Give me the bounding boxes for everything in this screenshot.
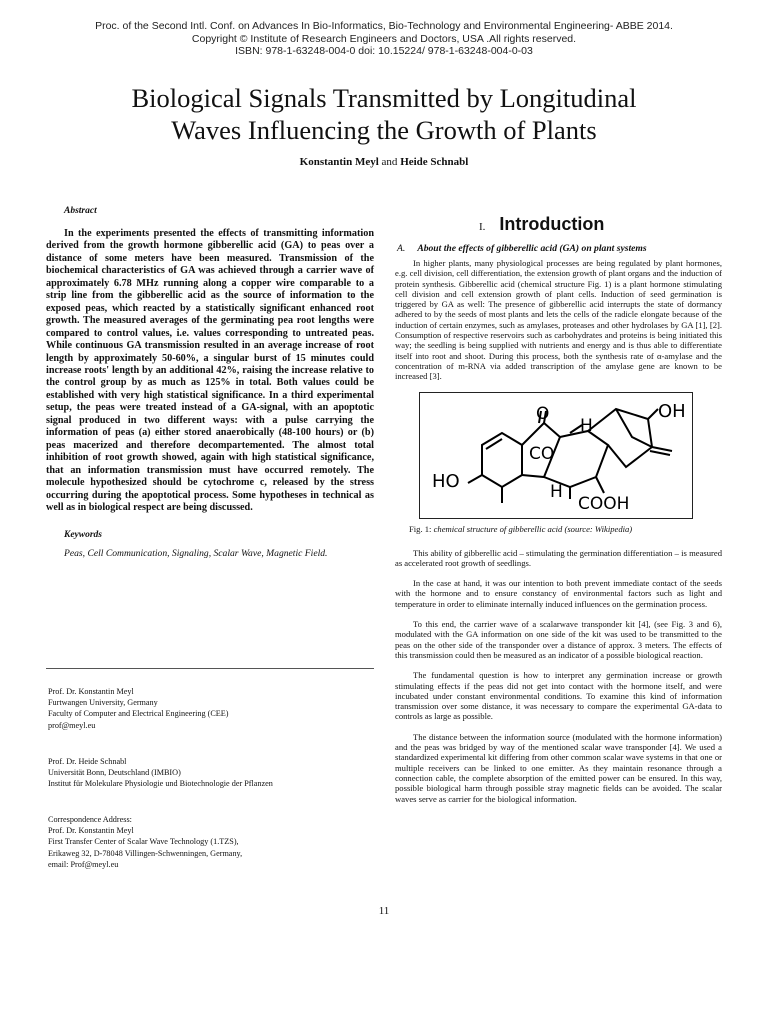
- hydrogen-label-top: H: [580, 415, 593, 436]
- affiliation-schnabl: [48, 756, 348, 790]
- paper-title: [40, 82, 728, 146]
- header-line-2: Copyright © Institute of Research Engineers and Doctors, USA .All rights reserved.: [191, 32, 577, 45]
- title-line-2: Waves Influencing the Growth of Plants: [171, 115, 597, 145]
- gibberellic-acid-structure: [420, 393, 692, 518]
- intro-paragraph-3: In the case at hand, it was our intention to both prevent immediate contact of the seeds with the hormone and to ensure constancy of environmental factors such as light and temperature in order to eliminate internally induced influences on the germination process.: [395, 578, 722, 609]
- header-line-1: Proc. of the Second Intl. Conf. on Advances In Bio-Informatics, Bio-Technology and Environmental Engineering- ABBE 2014.: [95, 20, 673, 32]
- right-column: [395, 210, 722, 804]
- section-heading: [479, 214, 722, 235]
- author-separator: and: [381, 156, 398, 168]
- abstract-heading: Abstract: [64, 206, 97, 216]
- affiliation-email: prof@meyl.eu: [48, 720, 96, 730]
- affiliation-line: Prof. Dr. Konstantin Meyl: [48, 687, 134, 696]
- affiliation-line: Universität Bonn, Deutschland (IMBIO): [48, 768, 181, 778]
- intro-paragraph-2: This ability of gibberellic acid – stimulating the germination differentiation – is measured as accelerated root growth of seedlings.: [395, 547, 722, 568]
- correspondence-address: [48, 814, 348, 870]
- subsection-letter: A.: [397, 243, 406, 254]
- carbonyl-label: CO: [529, 443, 555, 464]
- section-number: I.: [479, 221, 486, 233]
- affiliation-meyl: [48, 686, 348, 731]
- subsection-heading: [397, 243, 722, 254]
- chemical-structure-figure: [419, 392, 693, 519]
- intro-paragraph-5: The fundamental question is how to interpret any germination increase or growth stimulating effects if the peas did not get into contact with the hormone itself, and were incubated under constant environmental conditions. To examine this kind of information transmission over some distance, it was necessary to compare the experimental GA-data to controls as large as possible.: [395, 670, 722, 722]
- affiliation-line: Institut für Molekulare Physiologie und Biotechnologie der Pflanzen: [48, 779, 273, 789]
- oxygen-label: O: [536, 403, 550, 424]
- intro-paragraph-6: The distance between the information source (modulated with the hormone information) and the peas was bridged by way of the mentioned scalar wave transponder [4]. We used a standardized experimental kit differing from other common scalar wave systems in that one or multiple receivers can be linked to one emitter. As they maintain resonance through a connection cable, the complete absorption of the emitted power can be ensured. In this way, possible biological harm through possible stray magnetic fields can be avoided. The scalar waves serve as carrier for the biological information.: [395, 731, 722, 804]
- correspondence-line: First Transfer Center of Scalar Wave Technology (1.TZS),: [48, 837, 239, 847]
- section-title: Introduction: [499, 214, 605, 234]
- abstract-text: In the experiments presented the effects of transmitting information derived from the growth hormone gibberellic acid (GA) to peas over a distance of some meters have been measured. Transmission of the biochemical characteristics of GA was achieved through a carrier wave of approximately 6.78 MHz running along a copper wire comparable to a strip line from the gibberellic acid as the source of information to the exposed peas, which reacted by a statistically significant enhanced root growth. The measured averages of the germinating pea root lengths were compared to control values, i.e. values corresponding to untreated peas. While continuous GA transmission resulted in an average increase of root length by approximately 50-60%, a singular burst of 15 minutes could increase roots' length by an additional 42%, raising the increase relative to the control group by as much as 125% in total. Both values could be established with very high statistical significance. In a third experimental setup, the peas were treated instead of a GA-signal, with an apoptotic signal produced in two different ways: with a pulse carrying the information of peas (a) either stored anaerobically (48-100 hours) or (b) peas macerized and therefore decompartemented. The almost total inhibition of root growth showed, again with high statistical significance, that an information transmission must have occurred remotely. The molecule hypothesized should be cytochrome c, released by the stress occurring during the apoptotical process. Some hypotheses in technical as well as in biological respect are being discussed.: [46, 228, 374, 513]
- correspondence-line: Erikaweg 32, D-78048 Villingen-Schwenningen, Germany,: [48, 848, 243, 858]
- author-list: [0, 156, 768, 168]
- footnote-divider: [46, 668, 374, 669]
- subsection-title: About the effects of gibberellic acid (GA) on plant systems: [417, 243, 647, 254]
- oh-group-label: OH: [658, 400, 686, 422]
- author-meyl: Konstantin Meyl: [299, 156, 379, 168]
- left-column: [46, 206, 374, 560]
- correspondence-line: Correspondence Address:: [48, 815, 132, 824]
- hydrogen-label-bottom: H: [550, 481, 563, 502]
- intro-paragraph-4: To this end, the carrier wave of a scalarwave transponder kit [4], (see Fig. 3 and 6), modulated with the GA information on one side of the kit was used to be transmitted to the peas on the other side of the transponder over a distance of approx. 3 meters. The effects of this transmission could then be measured as an indicator of a possible biological reaction.: [395, 619, 722, 660]
- carboxyl-label: COOH: [578, 493, 630, 514]
- conference-header: [0, 20, 768, 58]
- header-line-3: ISBN: 978-1-63248-004-0 doi: 10.15224/ 978-1-63248-004-0-03: [235, 45, 533, 57]
- keywords-heading: Keywords: [64, 530, 102, 541]
- affiliation-line: Furtwangen University, Germany: [48, 698, 158, 708]
- author-schnabl: Heide Schnabl: [400, 156, 469, 168]
- title-line-1: Biological Signals Transmitted by Longitudinal: [131, 83, 637, 113]
- intro-paragraph-1: In higher plants, many physiological processes are being regulated by plant hormones, e.g. cell division, cell differentiation, the extension growth of plant organs and the induction of protein synthesis. Gibberellic acid (chemical structure Fig. 1) is a plant hormone stimulating cell division and cell extension growth of plant cells. Induction of seed germination is triggered by GA as well: The presence of gibberellic acid interrupts the state of dormancy adhered to by the seeds of most plants and lets the cells of the radicle elongate because of the induction of certain enzymes, such as amylases, proteases and other hydrolases by GA [1], [2]. Consumption of respective reservoirs such as carbohydrates and proteins is being initiated this way; the seedling is being supplied with nutrients and energy and is thus able to differentiate itself into root and shoot. During this process, both the synthesis rate of α-amylase and the concentration of m-RNA via added transcription of the amylase gene are known to be increased [3].: [395, 258, 722, 382]
- figure-caption-text: chemical structure of gibberellic acid (source: Wikipedia): [433, 523, 633, 534]
- affiliation-line: Prof. Dr. Heide Schnabl: [48, 757, 127, 766]
- hydroxyl-label: HO: [432, 470, 460, 492]
- keywords-text: Peas, Cell Communication, Signaling, Scalar Wave, Magnetic Field.: [64, 548, 328, 560]
- figure-caption: [409, 524, 722, 534]
- affiliation-line: Faculty of Computer and Electrical Engineering (CEE): [48, 709, 229, 719]
- figure-caption-label: Fig. 1:: [409, 523, 432, 534]
- correspondence-line: Prof. Dr. Konstantin Meyl: [48, 826, 134, 836]
- page-number: 11: [378, 905, 390, 917]
- correspondence-email: email: Prof@meyl.eu: [48, 859, 119, 869]
